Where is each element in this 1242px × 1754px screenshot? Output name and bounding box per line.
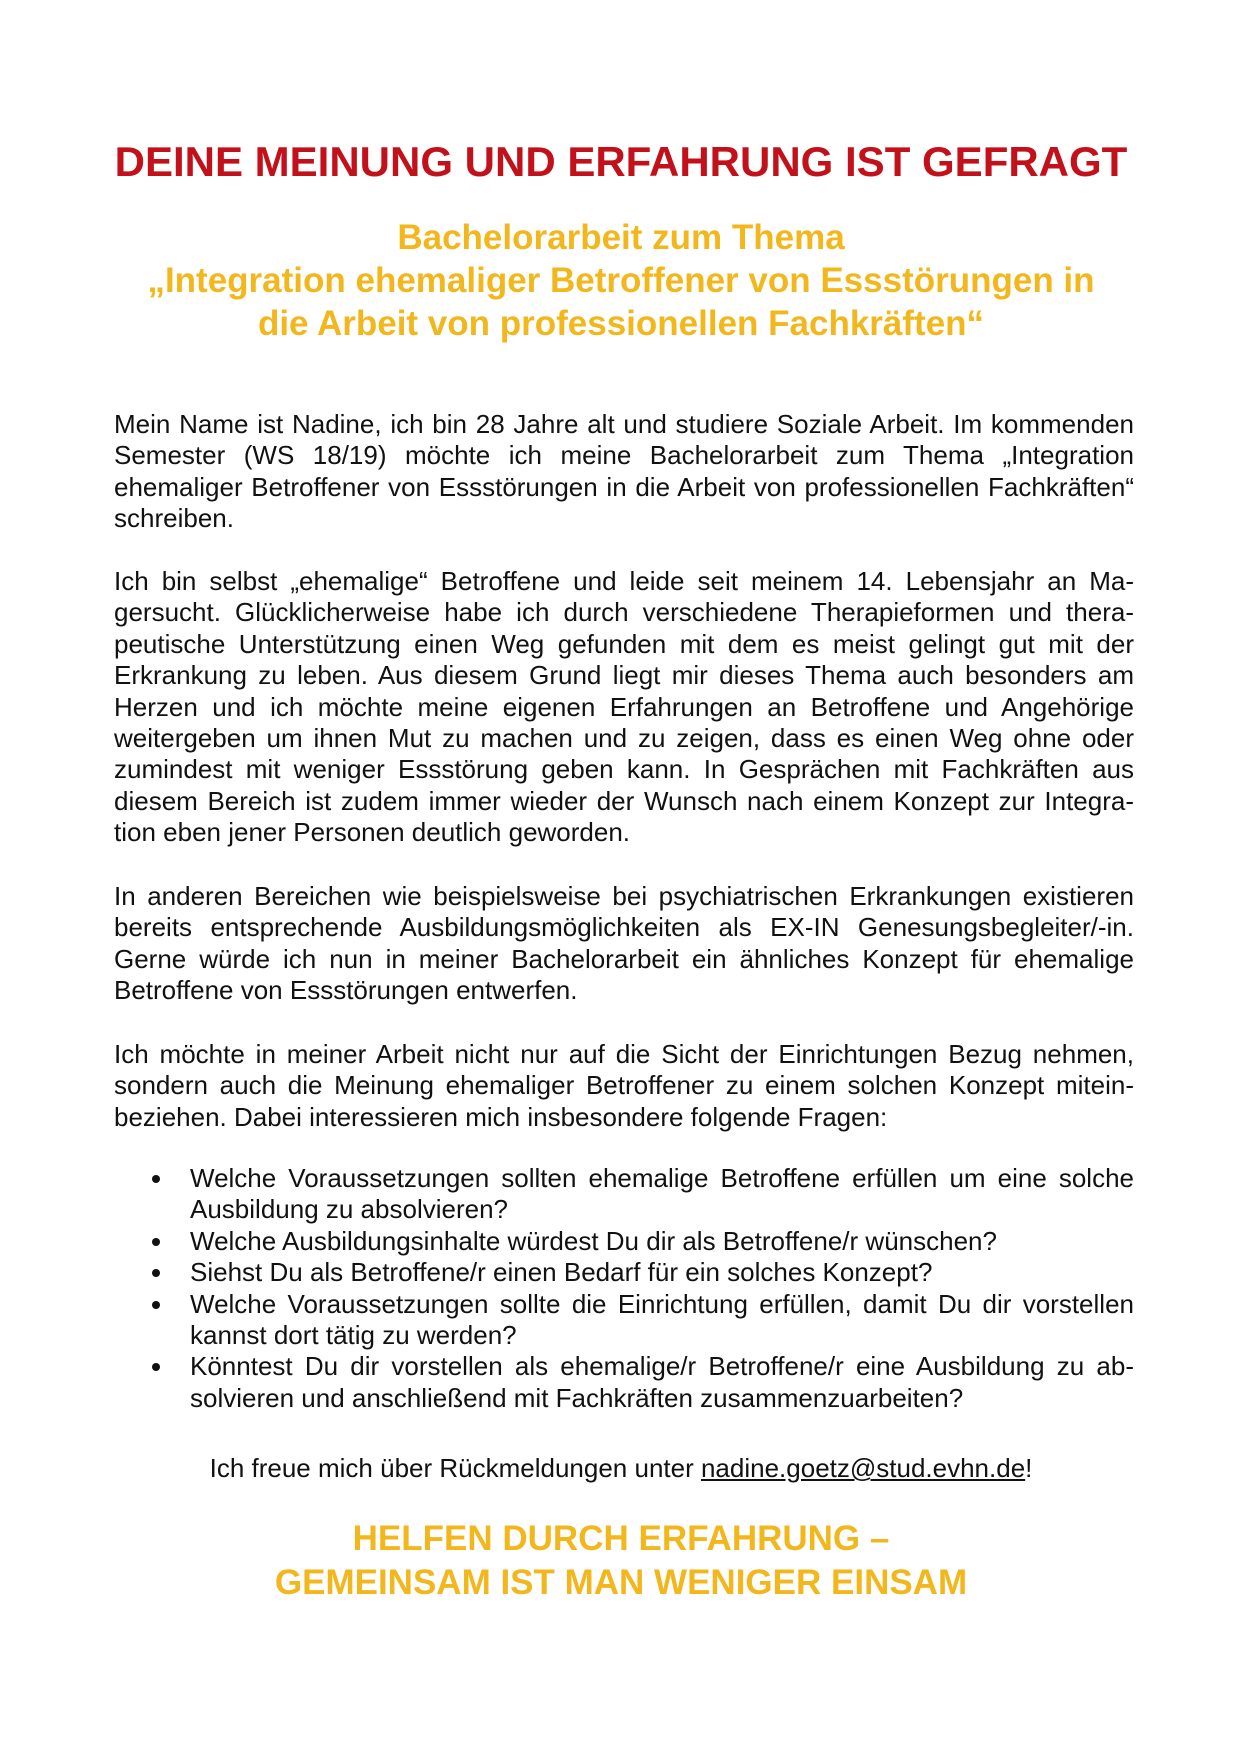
question-list <box>114 1163 1134 1414</box>
list-item <box>114 1226 1134 1257</box>
subtitle-line: „Integration ehemaliger Betroffener von Essstörungen in <box>147 261 1095 300</box>
list-item <box>114 1289 1134 1352</box>
list-item <box>114 1351 1134 1414</box>
closing-slogan <box>0 1517 1242 1605</box>
list-item <box>114 1257 1134 1288</box>
contact-suffix: ! <box>1025 1453 1033 1483</box>
personal-story-paragraph: Ich bin selbst „ehemalige“ Betroffene und leide seit meinem 14. Lebensjahr an Magersucht. Glücklicherweise habe ich durch verschiedene Therapieformen und therapeutische Unterstützung einen Weg gefunden mit dem es meist gelingt gut mit der Erkrankung zu leben. Aus diesem Grund liegt mir dieses Thema auch besonders am Herzen und ich möchte meine eigenen Erfahrungen an Betroffene und Angehörige weitergeben um ihnen Mut zu machen und zu zeigen, dass es einen Weg ohne oder zumindest mit weniger Essstörung geben kann. In Gesprächen mit Fachkräften aus diesem Bereich ist zudem immer wieder der Wunsch nach einem Konzept zur Integration eben jener Personen deutlich geworden. <box>114 566 1134 848</box>
subtitle-line: die Arbeit von professionellen Fachkräften“ <box>257 304 985 343</box>
question-text: Welche Ausbildungsinhalte würdest Du dir als Betroffene/r wünschen? <box>190 1225 997 1256</box>
bullet-icon <box>152 1301 160 1309</box>
subtitle-line: Bachelorarbeit zum Thema <box>397 218 845 257</box>
list-item <box>114 1163 1134 1226</box>
question-text: Siehst Du als Betroffene/r einen Bedarf für ein solches Konzept? <box>190 1257 933 1288</box>
context-paragraph: In anderen Bereichen wie beispielsweise bei psychiatrischen Erkrankungen existieren bereits entsprechende Ausbildungsmöglichkeiten als EX-IN Genesungsbegleiter/-in. Gerne würde ich nun in meiner Bachelorarbeit ein ähnliches Konzept für ehemalige Betroffene von Essstörungen entwerfen. <box>114 881 1134 1006</box>
bullet-icon <box>152 1269 160 1277</box>
subtitle <box>0 216 1242 345</box>
slogan-line: GEMEINSAM IST MAN WENIGER EINSAM <box>274 1563 968 1602</box>
question-text: Welche Voraussetzungen sollten ehemalige Betroffene erfüllen um eine solche Ausbildung zu absolvieren? <box>190 1163 1134 1225</box>
bullet-icon <box>152 1175 160 1183</box>
intro-paragraph: Mein Name ist Nadine, ich bin 28 Jahre alt und studiere Soziale Arbeit. Im kommenden Semester (WS 18/19) möchte ich meine Bachelorarbeit zum Thema „Integration ehemaliger Betroffener von Essstörungen in die Arbeit von professionellen Fachkräften“ schreiben. <box>114 409 1134 534</box>
headline: DEINE MEINUNG UND ERFAHRUNG IST GEFRAGT <box>114 138 1128 185</box>
email-link[interactable]: nadine.goetz@stud.evhn.de <box>700 1453 1026 1483</box>
question-text: Könntest Du dir vorstellen als ehemalige/r Betroffene/r eine Ausbildung zu absolvieren und anschließend mit Fachkräften zusammenzuarbeiten? <box>190 1351 1134 1413</box>
contact-line <box>0 1452 1242 1484</box>
contact-prefix: Ich freue mich über Rückmeldungen unter <box>209 1453 701 1483</box>
bullet-icon <box>152 1363 160 1371</box>
question-text: Welche Voraussetzungen sollte die Einrichtung erfüllen, damit Du dir vorstellen kannst dort tätig zu werden? <box>190 1288 1134 1351</box>
bullet-icon <box>152 1238 160 1246</box>
questions-intro-paragraph: Ich möchte in meiner Arbeit nicht nur auf die Sicht der Einrichtungen Bezug nehmen, sondern auch die Meinung ehemaliger Betroffener zu einem solchen Konzept miteinbeziehen. Dabei interessieren mich insbesondere folgende Fragen: <box>114 1039 1134 1132</box>
slogan-line: HELFEN DURCH ERFAHRUNG – <box>352 1519 890 1558</box>
